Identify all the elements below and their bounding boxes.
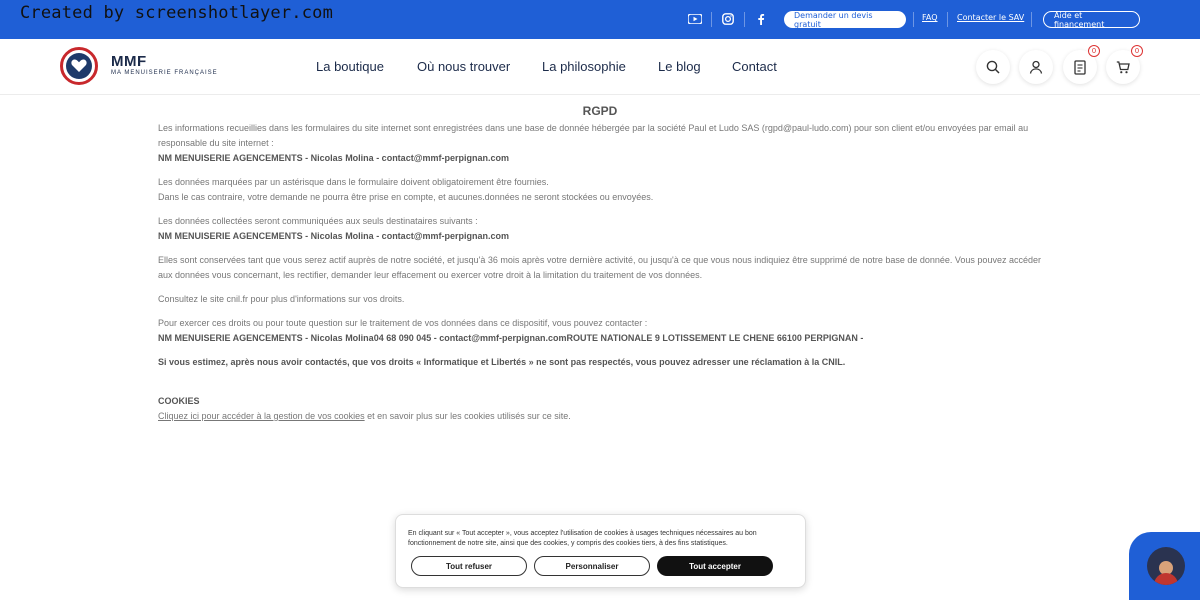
paragraph — [158, 316, 1042, 346]
facebook-icon[interactable] — [752, 11, 770, 27]
aid-financing-button[interactable]: Aide et financement — [1043, 11, 1140, 28]
divider — [947, 12, 948, 27]
search-icon[interactable] — [976, 50, 1010, 84]
paragraph-bold: NM MENUISERIE AGENCEMENTS - Nicolas Molina - contact@mmf-perpignan.com — [158, 231, 509, 241]
paragraph-text: Les informations recueillies dans les formulaires du site internet sont enregistrées dans une base de donnée hébergée par la société Paul et Ludo SAS (rgpd@paul-ludo.com) pour son client et/ou envoyées par email au responsable du site internet : — [158, 123, 1029, 148]
page-title: RGPD — [582, 104, 618, 118]
paragraph — [158, 121, 1042, 166]
nav-contact[interactable]: Contact — [732, 59, 777, 74]
paragraph-bold: NM MENUISERIE AGENCEMENTS - Nicolas Molina - contact@mmf-perpignan.com — [158, 153, 509, 163]
accept-all-button[interactable]: Tout accepter — [657, 556, 773, 576]
rgpd-content — [158, 104, 1042, 433]
nav-la-philosophie[interactable]: La philosophie — [542, 59, 626, 74]
faq-link[interactable]: FAQ — [922, 13, 938, 22]
cnil-notice: Si vous estimez, après nous avoir contactés, que vos droits « Informatique et Libertés » ne sont pas respectés, vous pouvez adresser une réclamation à la CNIL. — [158, 357, 846, 367]
cookies-manage-link[interactable]: Cliquez ici pour accéder à la gestion de vos cookies — [158, 411, 365, 421]
cart-icon — [1116, 61, 1130, 74]
paragraph-text: Les données marquées par un astérisque dans le formulaire doivent obligatoirement être fournies. — [158, 177, 549, 187]
paragraph — [158, 175, 1042, 205]
divider — [744, 12, 745, 27]
quote-button[interactable] — [1063, 47, 1097, 84]
paragraph-text: Pour exercer ces droits ou pour toute question sur le traitement de vos données dans ce dispositif, vous pouvez contacter : — [158, 318, 648, 328]
cookies-text: et en savoir plus sur les cookies utilisés sur ce site. — [364, 411, 571, 421]
nav-ou-nous-trouver[interactable]: Où nous trouver — [417, 59, 511, 74]
main-header — [0, 39, 1200, 95]
logo-subtitle: MA MENUISERIE FRANÇAISE — [111, 70, 218, 76]
nav-le-blog[interactable]: Le blog — [658, 59, 701, 74]
free-quote-button[interactable]: Demander un devis gratuit — [784, 11, 906, 28]
heart-icon — [66, 53, 92, 79]
user-icon[interactable] — [1019, 50, 1053, 84]
divider — [711, 12, 712, 27]
quote-icon — [1073, 60, 1087, 75]
cookie-banner-text: En cliquant sur « Tout accepter », vous acceptez l'utilisation de cookies à usages techniques nécessaires au bon fonctionnement de notre site, ainsi que des cookies, y compris des cookies tiers, à des fins statistiques. — [408, 530, 757, 547]
refuse-all-button[interactable]: Tout refuser — [411, 556, 527, 576]
divider — [1031, 12, 1032, 27]
cart-count-badge: 0 — [1131, 45, 1143, 57]
chat-widget[interactable] — [1129, 532, 1200, 600]
chat-avatar — [1147, 547, 1185, 585]
paragraph — [158, 355, 1042, 370]
paragraph-text: Les données collectées seront communiquées aux seuls destinataires suivants : — [158, 216, 478, 226]
divider — [913, 12, 914, 27]
paragraph: Consultez le site cnil.fr pour plus d'informations sur vos droits. — [158, 294, 405, 304]
paragraph — [158, 214, 1042, 244]
watermark: Created by screenshotlayer.com — [20, 3, 334, 23]
customize-button[interactable]: Personnaliser — [534, 556, 650, 576]
cookie-banner — [395, 514, 806, 588]
cart-button[interactable] — [1106, 47, 1140, 84]
logo-title: MMF — [111, 53, 147, 70]
logo[interactable] — [60, 47, 98, 85]
paragraph-bold: NM MENUISERIE AGENCEMENTS - Nicolas Molina04 68 090 045 - contact@mmf-perpignan.comROUTE NATIONALE 9 LOTISSEMENT LE CHENE 66100 PERPIGNAN - — [158, 333, 864, 343]
top-bar — [0, 0, 1200, 39]
cookies-title: COOKIES — [158, 396, 200, 406]
nav-la-boutique[interactable]: La boutique — [316, 59, 384, 74]
cookies-section — [158, 394, 1042, 424]
contact-sav-link[interactable]: Contacter le SAV — [957, 13, 1025, 22]
avatar-body — [1154, 573, 1178, 585]
youtube-icon[interactable] — [686, 11, 704, 27]
quote-count-badge: 0 — [1088, 45, 1100, 57]
paragraph: Elles sont conservées tant que vous serez actif auprès de notre société, et jusqu'à 36 mois après votre dernière activité, ou jusqu'à ce que vous nous indiquiez être supprimé de notre base de donnée. Vous pouvez accéder aux données vous concernant, les rectifier, demander leur effacement ou exercer votre droit à la limitation du traitement de vos données. — [158, 255, 1041, 280]
paragraph-text: Dans le cas contraire, votre demande ne pourra être prise en compte, et aucunes.données ne seront stockées ou envoyées. — [158, 192, 654, 202]
instagram-icon[interactable] — [719, 11, 737, 27]
